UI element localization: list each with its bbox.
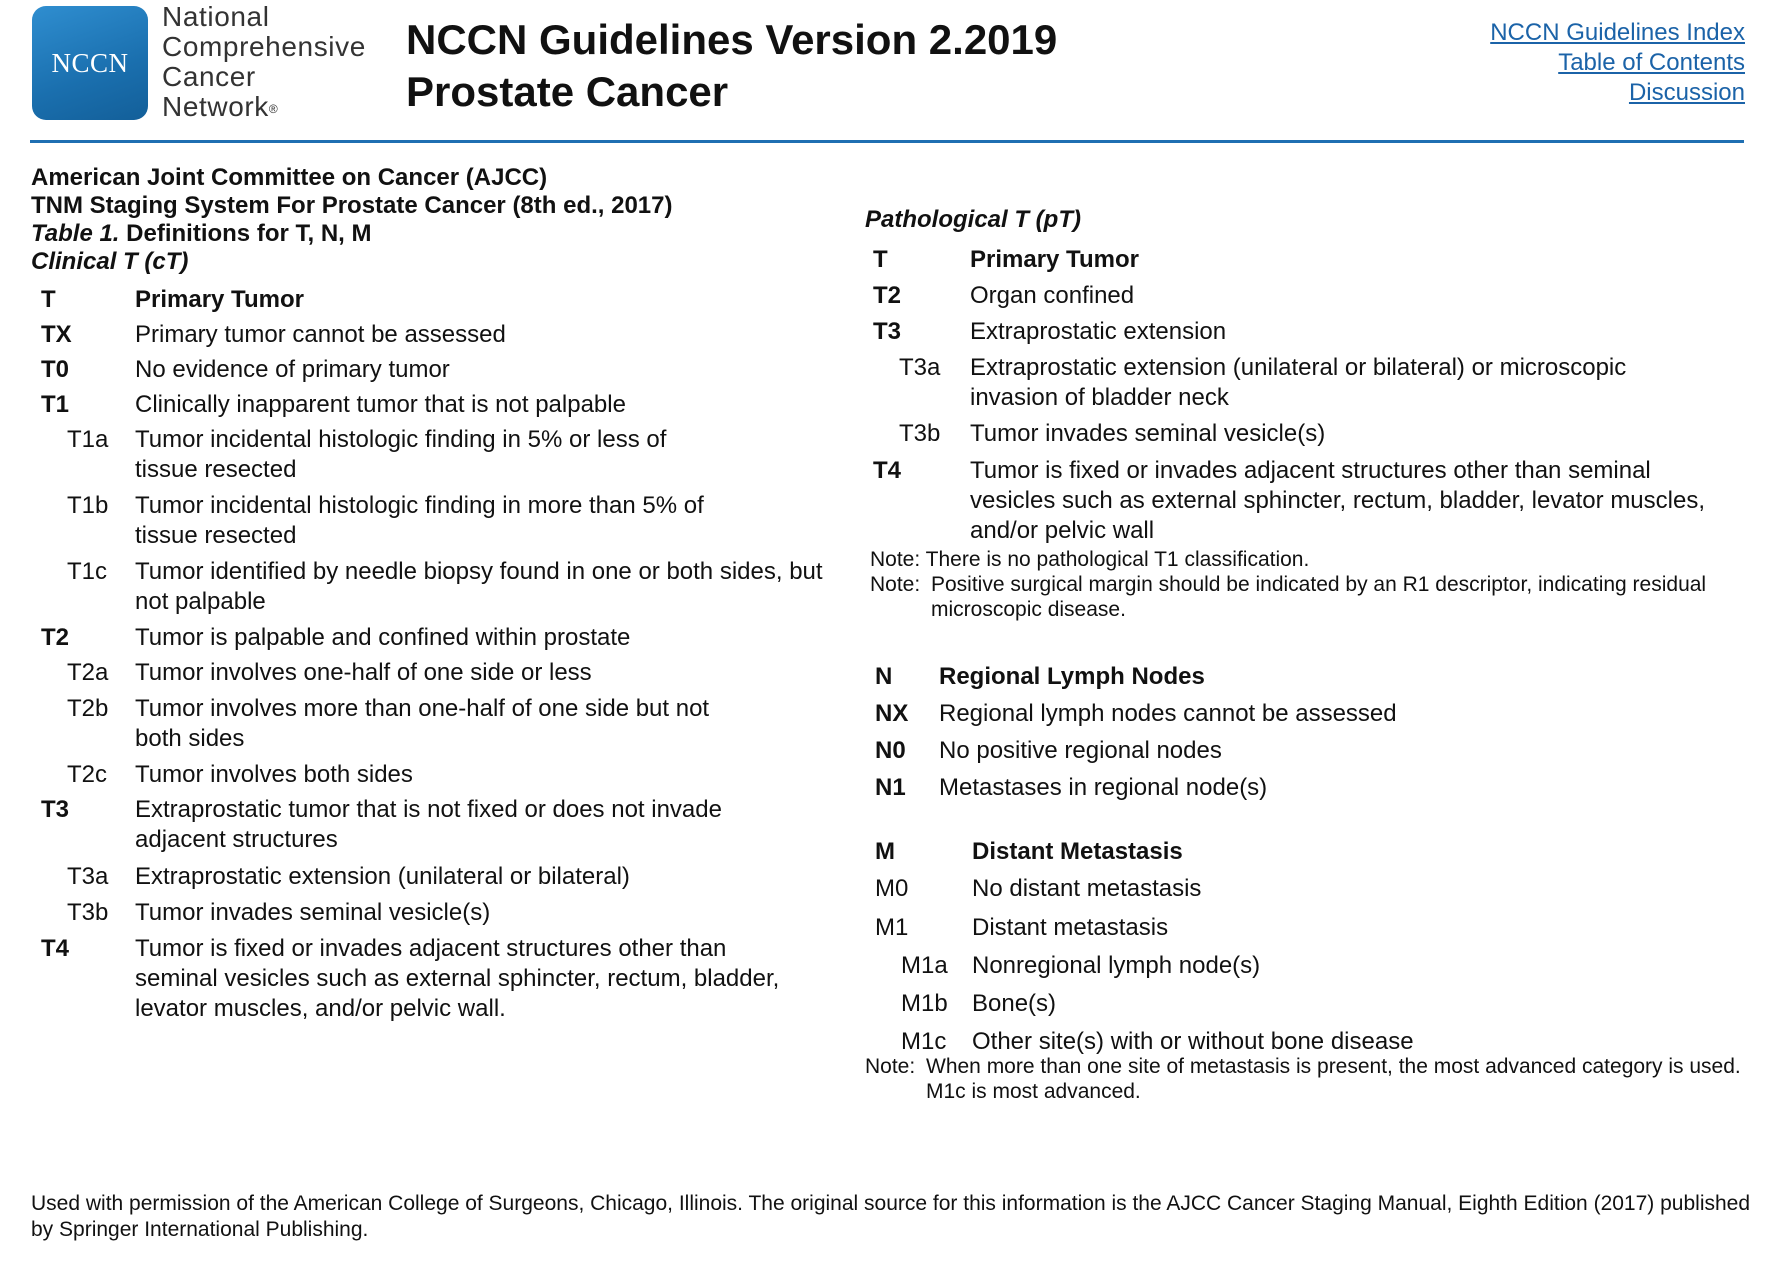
row-code: M0 xyxy=(875,875,909,902)
row-code: M1 xyxy=(875,914,909,941)
row-code: NX xyxy=(875,700,909,727)
table-row xyxy=(873,281,1753,317)
pathological-note-2 xyxy=(870,572,1720,622)
row-code: N0 xyxy=(875,737,906,764)
row-desc: Tumor incidental histologic finding in more than 5% of tissue resected xyxy=(135,492,704,549)
row-desc: Tumor is fixed or invades adjacent structures other than seminal vesicles such as external sphincter, rectum, bladder, levator muscles, and/or pelvic wall xyxy=(970,457,1705,544)
table-label: Table 1. xyxy=(31,220,120,247)
organization-name xyxy=(162,2,366,122)
header-code: T xyxy=(873,246,888,273)
table-row xyxy=(41,862,841,898)
table-row xyxy=(875,913,1755,951)
page-header xyxy=(0,0,1770,150)
row-desc: Tumor identified by needle biopsy found in one or both sides, but not palpable xyxy=(135,558,823,615)
header-code: M xyxy=(875,838,895,865)
header-desc: Regional Lymph Nodes xyxy=(939,663,1205,690)
row-desc: Primary tumor cannot be assessed xyxy=(135,321,506,348)
note-label: Note: xyxy=(870,548,921,571)
row-desc: Regional lymph nodes cannot be assessed xyxy=(939,700,1397,727)
row-desc: Tumor invades seminal vesicle(s) xyxy=(135,899,491,926)
row-code: M1c xyxy=(901,1028,947,1055)
note-text: When more than one site of metastasis is present, the most advanced category is used. M1c is most advanced. xyxy=(926,1055,1741,1103)
row-desc: Distant metastasis xyxy=(972,914,1169,941)
row-desc: Bone(s) xyxy=(972,990,1057,1017)
org-line: National xyxy=(162,1,270,32)
table-row xyxy=(41,390,841,425)
row-code: T1 xyxy=(41,391,70,418)
row-code: T3a xyxy=(899,354,941,381)
page-title xyxy=(406,14,1057,118)
row-code: T2a xyxy=(67,659,109,686)
discussion-link[interactable]: Discussion xyxy=(1628,79,1745,106)
row-code: TX xyxy=(41,321,72,348)
row-code: T3 xyxy=(873,318,902,345)
row-desc: Extraprostatic extension xyxy=(970,318,1227,345)
clinical-t-title: Clinical T (cT) xyxy=(31,248,189,275)
row-code: T1b xyxy=(67,492,109,519)
row-code: T3a xyxy=(67,863,109,890)
header-code: N xyxy=(875,663,893,690)
table-header-row xyxy=(875,662,1755,699)
row-code: T3b xyxy=(67,899,109,926)
row-desc: Organ confined xyxy=(970,282,1135,309)
row-code: T0 xyxy=(41,356,70,383)
row-code: T4 xyxy=(873,457,902,484)
table-row xyxy=(41,491,841,557)
table-row xyxy=(41,425,761,491)
table-row xyxy=(875,874,1755,913)
table-row xyxy=(873,456,1753,548)
logo-text: NCCN xyxy=(51,47,129,78)
registered-mark: ® xyxy=(268,102,279,116)
row-code: T2 xyxy=(873,282,902,309)
note-label: Note: xyxy=(865,1055,916,1078)
lymph-nodes-table xyxy=(875,662,1755,810)
table-row xyxy=(875,989,1755,1027)
table-row xyxy=(41,760,841,795)
metastasis-note xyxy=(865,1054,1745,1104)
heading-ajcc: American Joint Committee on Cancer (AJCC) xyxy=(31,164,548,191)
table-header-row xyxy=(875,837,1755,874)
table-row xyxy=(873,317,1753,353)
table-row xyxy=(41,934,841,1030)
org-line xyxy=(162,92,366,122)
org-line: Cancer xyxy=(162,61,256,92)
row-desc: No distant metastasis xyxy=(972,875,1202,902)
row-desc: Tumor involves more than one-half of one side but not both sides xyxy=(135,695,710,752)
org-line-text: Network xyxy=(162,91,269,122)
row-desc: Tumor involves both sides xyxy=(135,761,413,788)
row-desc: Clinically inapparent tumor that is not palpable xyxy=(135,391,626,418)
title-version: NCCN Guidelines Version 2.2019 xyxy=(406,16,1058,63)
pathological-t-title: Pathological T (pT) xyxy=(865,206,1081,233)
table-row xyxy=(41,898,841,934)
row-code: T2c xyxy=(67,761,108,788)
table-row xyxy=(875,951,1755,989)
row-desc: Extraprostatic extension (unilateral or bilateral) xyxy=(135,863,630,890)
table-row xyxy=(41,320,841,355)
row-code: M1a xyxy=(901,952,948,979)
row-code: M1b xyxy=(901,990,948,1017)
table-row xyxy=(873,419,1753,456)
note-text: There is no pathological T1 classification. xyxy=(925,548,1310,571)
header-desc: Distant Metastasis xyxy=(972,838,1183,865)
header-desc: Primary Tumor xyxy=(970,246,1139,273)
pathological-t-table xyxy=(873,245,1753,548)
row-desc: Tumor is fixed or invades adjacent structures other than seminal vesicles such as external sphincter, rectum, bladder, levator muscles, and/or pelvic wall. xyxy=(135,935,780,1022)
note-label: Note: xyxy=(870,573,921,596)
table-row xyxy=(875,699,1755,736)
row-desc: No positive regional nodes xyxy=(939,737,1222,764)
row-desc: No evidence of primary tumor xyxy=(135,356,450,383)
row-code: T1c xyxy=(67,558,108,585)
row-desc: Tumor incidental histologic finding in 5% or less of tissue resected xyxy=(135,426,667,483)
staging-heading xyxy=(31,164,673,276)
table-header-row xyxy=(873,245,1753,281)
table-row xyxy=(873,353,1753,419)
header-desc: Primary Tumor xyxy=(135,286,304,313)
pathological-note-1 xyxy=(870,547,1720,572)
table-row xyxy=(41,694,841,760)
heading-tnm: TNM Staging System For Prostate Cancer (8th ed., 2017) xyxy=(31,192,673,219)
row-code: T2b xyxy=(67,695,109,722)
row-code: T2 xyxy=(41,624,70,651)
row-desc: Tumor invades seminal vesicle(s) xyxy=(970,420,1326,447)
row-desc: Other site(s) with or without bone disease xyxy=(972,1028,1414,1055)
table-row xyxy=(875,736,1755,773)
title-cancer-type: Prostate Cancer xyxy=(406,68,729,115)
header-code: T xyxy=(41,286,56,313)
table-row xyxy=(41,355,841,390)
guidelines-index-link[interactable]: NCCN Guidelines Index xyxy=(1490,19,1745,46)
row-desc: Metastases in regional node(s) xyxy=(939,774,1268,801)
table-header-row xyxy=(41,285,841,320)
org-line: Comprehensive xyxy=(162,31,366,62)
row-code: T4 xyxy=(41,935,70,962)
note-text: Positive surgical margin should be indicated by an R1 descriptor, indicating residual microscopic disease. xyxy=(931,573,1707,621)
header-divider xyxy=(30,140,1744,143)
metastasis-table xyxy=(875,837,1755,1057)
clinical-t-table xyxy=(41,285,841,1030)
row-code: T1a xyxy=(67,426,109,453)
table-of-contents-link[interactable]: Table of Contents xyxy=(1558,49,1745,76)
table-row xyxy=(41,557,841,623)
row-code: T3b xyxy=(899,420,941,447)
table-row xyxy=(875,1027,1755,1057)
row-desc: Extraprostatic extension (unilateral or bilateral) or microscopic invasion of bladder neck xyxy=(970,354,1627,411)
row-code: T3 xyxy=(41,796,70,823)
table-row xyxy=(41,658,841,694)
row-desc: Nonregional lymph node(s) xyxy=(972,952,1261,979)
row-desc: Extraprostatic tumor that is not fixed or does not invade adjacent structures xyxy=(135,796,722,853)
table-row xyxy=(41,623,841,658)
table-title: Definitions for T, N, M xyxy=(126,220,372,247)
permission-footer: Used with permission of the American College of Surgeons, Chicago, Illinois. The original source for this information is the AJCC Cancer Staging Manual, Eighth Edition (2017) published by Springer International Publishing. xyxy=(31,1192,1751,1241)
table-row xyxy=(41,795,841,862)
row-desc: Tumor involves one-half of one side or less xyxy=(135,659,592,686)
row-code: N1 xyxy=(875,774,906,801)
table-row xyxy=(875,773,1755,810)
nccn-logo xyxy=(32,6,148,120)
nav-links xyxy=(1490,18,1745,108)
row-desc: Tumor is palpable and confined within prostate xyxy=(135,624,631,651)
table-caption xyxy=(31,220,673,248)
